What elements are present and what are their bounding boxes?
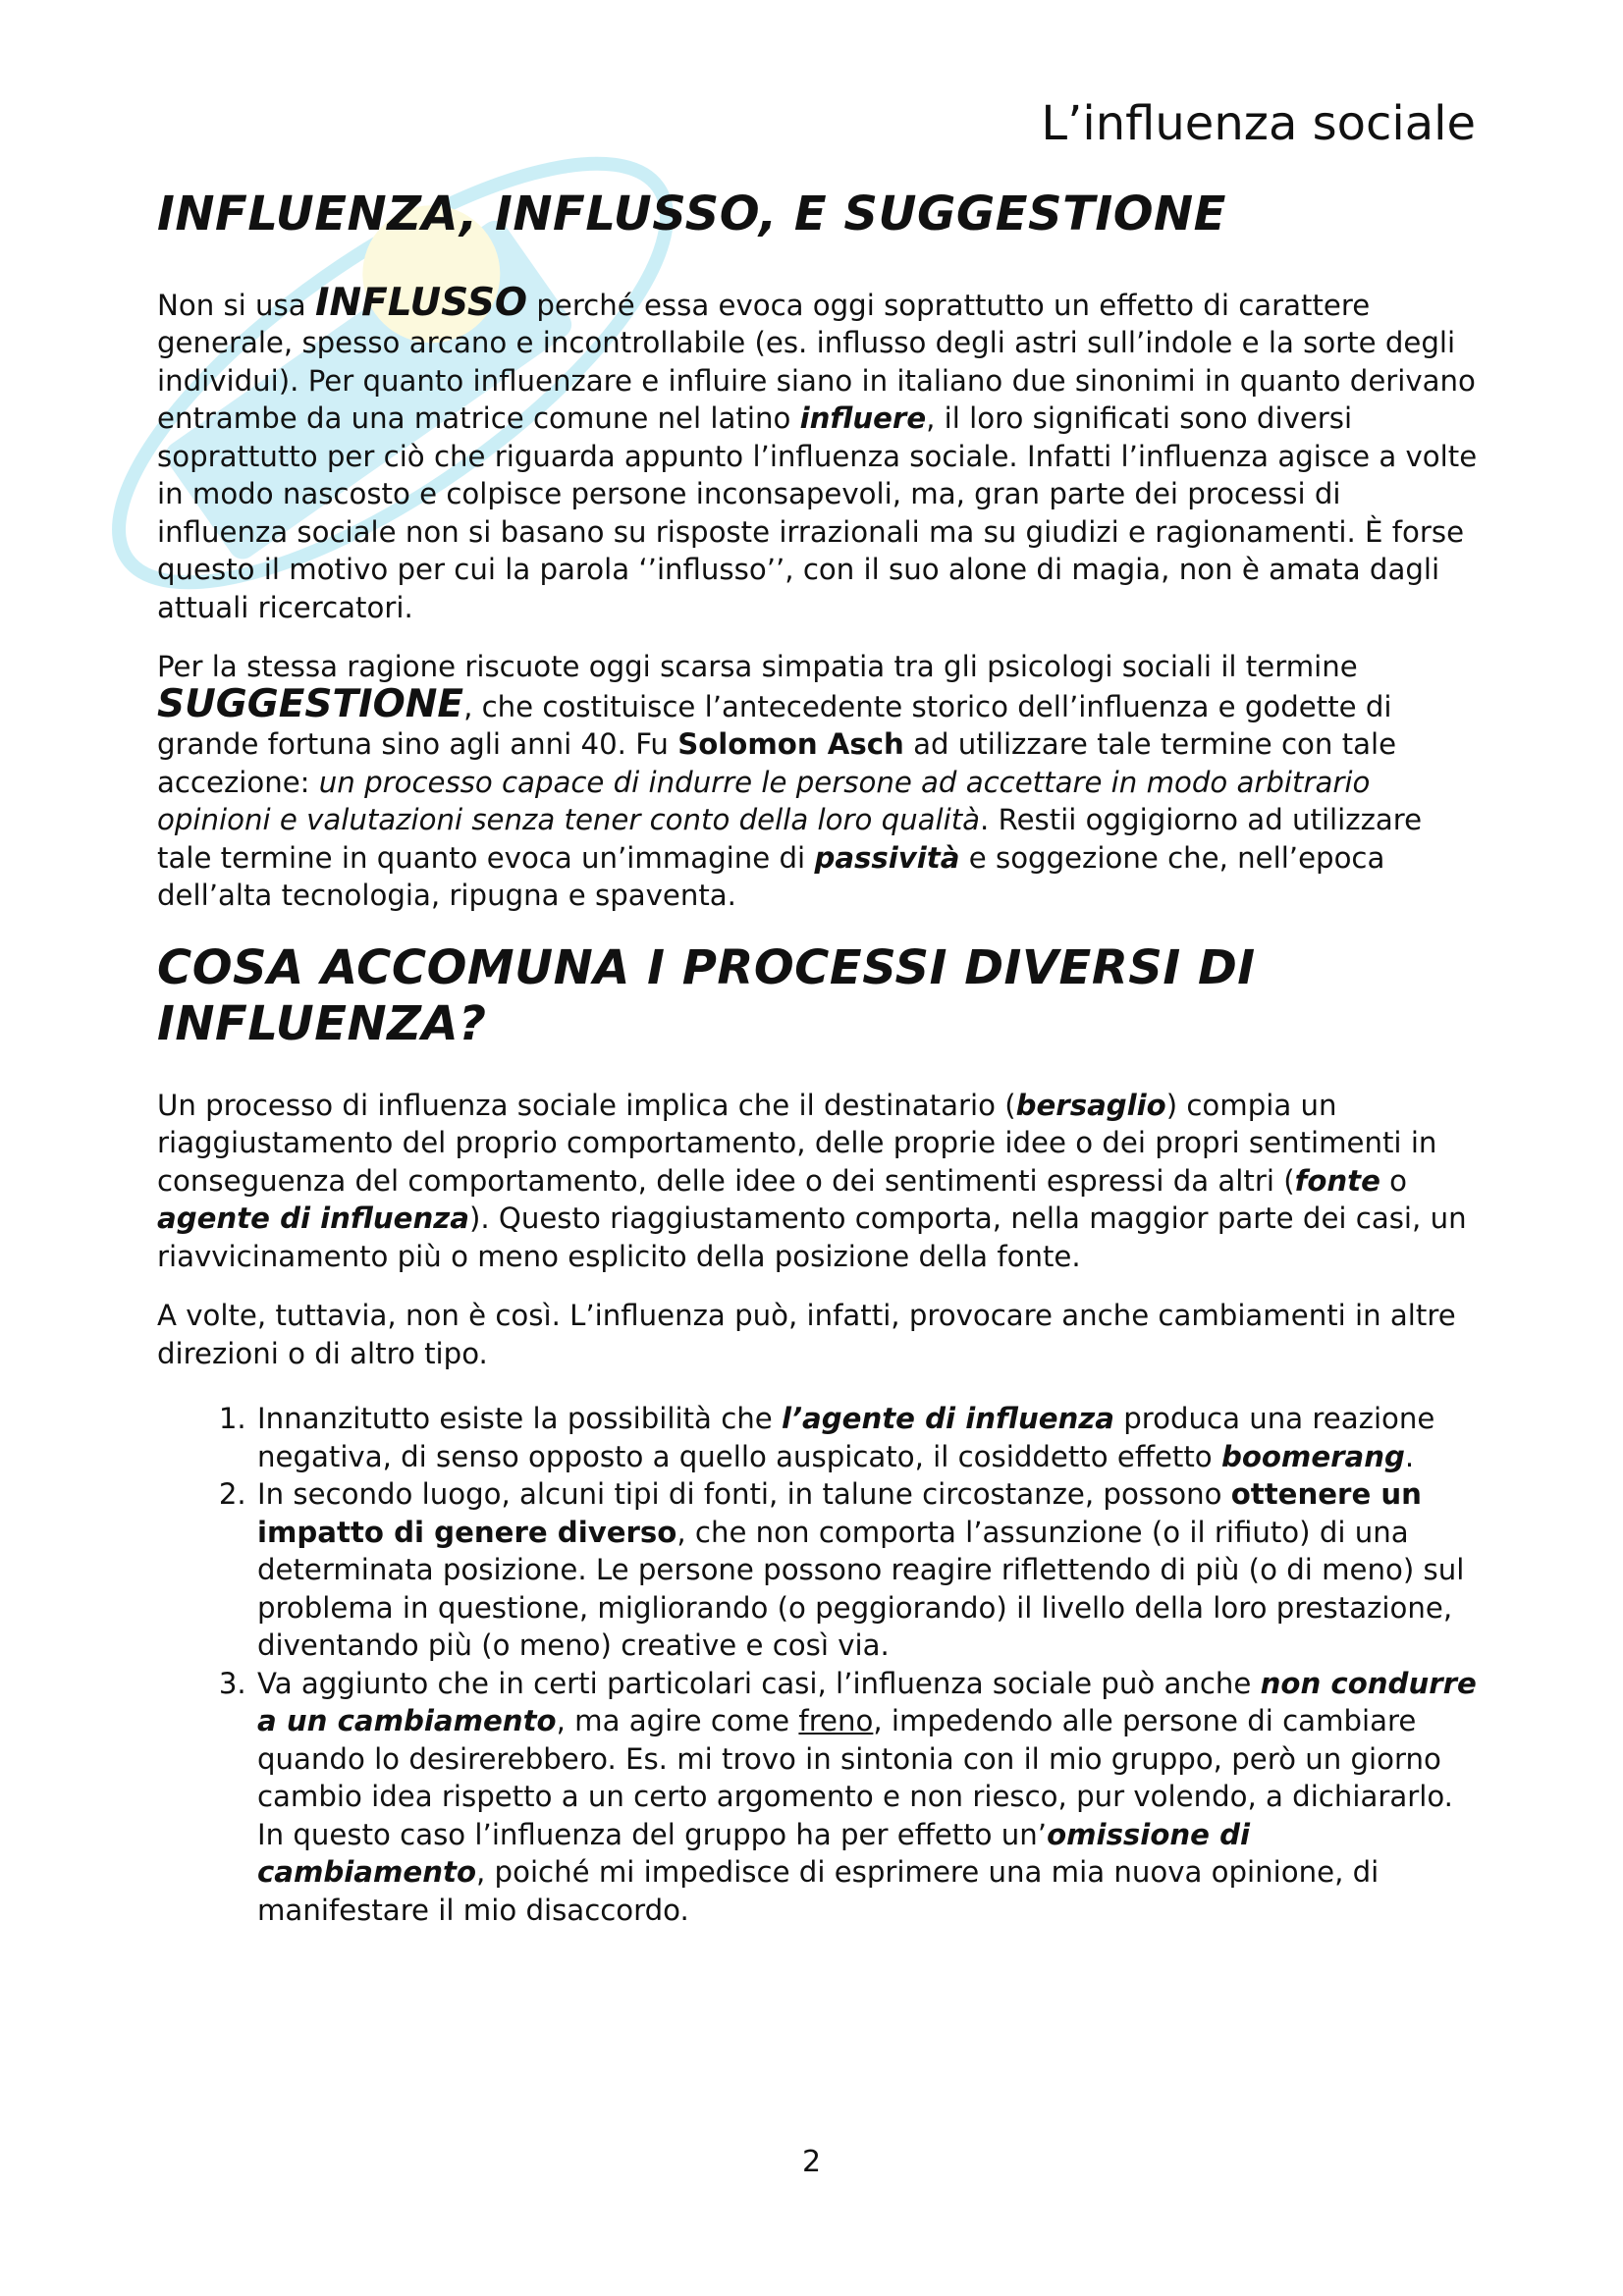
text: , che non comporta l’assunzione (o il rifiuto) di una determinata posizione. Le persone possono reagire riflettendo di più (o di meno) sul problema in questione, migliorando (o peggiorando) il livello della loro prestazione, diventando più (o meno) creative e così via. bbox=[257, 1515, 1465, 1663]
text: o bbox=[1380, 1163, 1408, 1198]
paragraph-a-volte: A volte, tuttavia, non è così. L’influenza può, infatti, provocare anche cambiamenti in altre direzioni o di altro tipo. bbox=[157, 1299, 1456, 1370]
text: , poiché mi impedisce di esprimere una mia nuova opinione, di manifestare il mio disaccordo. bbox=[257, 1855, 1380, 1927]
list-item bbox=[255, 1665, 1478, 1930]
text: ad utilizzare tale termine con tale accezione: bbox=[157, 727, 1397, 799]
heading-line: COSA ACCOMUNA I PROCESSI DIVERSI DI bbox=[157, 939, 1256, 995]
term-agente: agente di influenza bbox=[157, 1201, 469, 1236]
text: , ma agire come bbox=[556, 1704, 799, 1738]
text: produca una reazione negativa, di senso opposto a quello auspicato, il cosiddetto effetto bbox=[257, 1402, 1435, 1473]
term-freno: freno bbox=[798, 1704, 874, 1738]
term-influsso: INFLUSSO bbox=[314, 280, 528, 325]
text: . Restii oggigiorno ad utilizzare tale termine in quanto evoca un’immagine di bbox=[157, 803, 1423, 875]
term-fonte: fonte bbox=[1294, 1163, 1380, 1198]
term-bersaglio: bersaglio bbox=[1015, 1088, 1166, 1122]
list-item bbox=[255, 1475, 1478, 1665]
term-non-cambiamento: non condurre a un cambiamento bbox=[257, 1666, 1477, 1738]
text: Va aggiunto che in certi particolari casi, l’influenza sociale può anche bbox=[257, 1666, 1261, 1700]
term-omissione: omissione di cambiamento bbox=[257, 1817, 1251, 1890]
list-item bbox=[255, 1400, 1478, 1475]
text: Innanzitutto esiste la possibilità che bbox=[257, 1402, 782, 1436]
text: Per la stessa ragione riscuote oggi scarsa simpatia tra gli psicologi sociali il termine bbox=[157, 650, 1358, 684]
text: , che costituisce l’antecedente storico dell’influenza e godette di grande fortuna sino agli anni 40. Fu bbox=[157, 689, 1392, 762]
text: Un processo di influenza sociale implica che il destinatario ( bbox=[157, 1088, 1016, 1122]
running-header: L’influenza sociale bbox=[1041, 96, 1476, 151]
page-content bbox=[157, 187, 1478, 1929]
text: Non si usa bbox=[157, 288, 315, 322]
paragraph-processo bbox=[157, 1087, 1478, 1276]
definition: un processo capace di indurre le persone ad accettare in modo arbitrario opinioni e valutazioni senza tener conto della loro qualità bbox=[157, 765, 1371, 837]
text: In secondo luogo, alcuni tipi di fonti, in talune circostanze, possono bbox=[257, 1477, 1231, 1512]
text: , il loro significati sono diversi soprattutto per ciò che riguarda appunto l’influenza sociale. Infatti l’influenza agisce a volte in modo nascosto e colpisce persone inconsapevoli, ma, gran parte dei processi di influenza sociale non si basano su risposte irrazionali ma su giudizi e ragionamenti. È forse questo il motivo per cui la parola ‘’influsso’’, con il suo alone di magia, non è amata dagli attuali ricercatori. bbox=[157, 401, 1478, 624]
text: ) compia un riaggiustamento del proprio comportamento, delle proprie idee o dei propri sentimenti in conseguenza del comportamento, delle idee o dei sentimenti espressi da altri ( bbox=[157, 1088, 1437, 1198]
text: e soggezione che, nell’epoca dell’alta tecnologia, ripugna e spaventa. bbox=[157, 840, 1385, 913]
term-impatto: ottenere un impatto di genere diverso bbox=[257, 1477, 1422, 1549]
text: perché essa evoca oggi soprattutto un effetto di carattere generale, spesso arcano e incontrollabile (es. influsso degli astri sull’indole e la sorte degli individui). Per quanto influenzare e influire siano in italiano due sinonimi in quanto derivano entrambe da una matrice comune nel latino bbox=[157, 288, 1476, 436]
paragraph-influsso bbox=[157, 280, 1478, 627]
paragraph-suggestione bbox=[157, 648, 1478, 915]
term-passivita: passività bbox=[814, 840, 960, 875]
numbered-list bbox=[157, 1400, 1478, 1929]
term-agente: l’agente di influenza bbox=[781, 1402, 1114, 1436]
text: ). Questo riaggiustamento comporta, nella maggior parte dei casi, un riavvicinamento più o meno esplicito della posizione della fonte. bbox=[157, 1201, 1467, 1273]
author-asch: Solomon Asch bbox=[677, 727, 904, 762]
term-influere: influere bbox=[799, 401, 927, 436]
text: , impedendo alle persone di cambiare quando lo desirerebbero. Es. mi trovo in sintonia con il mio gruppo, però un giorno cambio idea rispetto a un certo argomento e non riesco, pur volendo, a dichiararlo. In questo caso l’influenza del gruppo ha per effetto un’ bbox=[257, 1704, 1453, 1851]
text: . bbox=[1404, 1439, 1415, 1473]
section-heading-1: INFLUENZA, INFLUSSO, E SUGGESTIONE bbox=[157, 187, 1226, 241]
term-suggestione: SUGGESTIONE bbox=[157, 681, 464, 726]
heading-line: INFLUENZA? bbox=[157, 996, 487, 1052]
section-heading-2 bbox=[157, 940, 1478, 1053]
page-number: 2 bbox=[801, 2145, 822, 2179]
term-boomerang: boomerang bbox=[1220, 1439, 1405, 1473]
